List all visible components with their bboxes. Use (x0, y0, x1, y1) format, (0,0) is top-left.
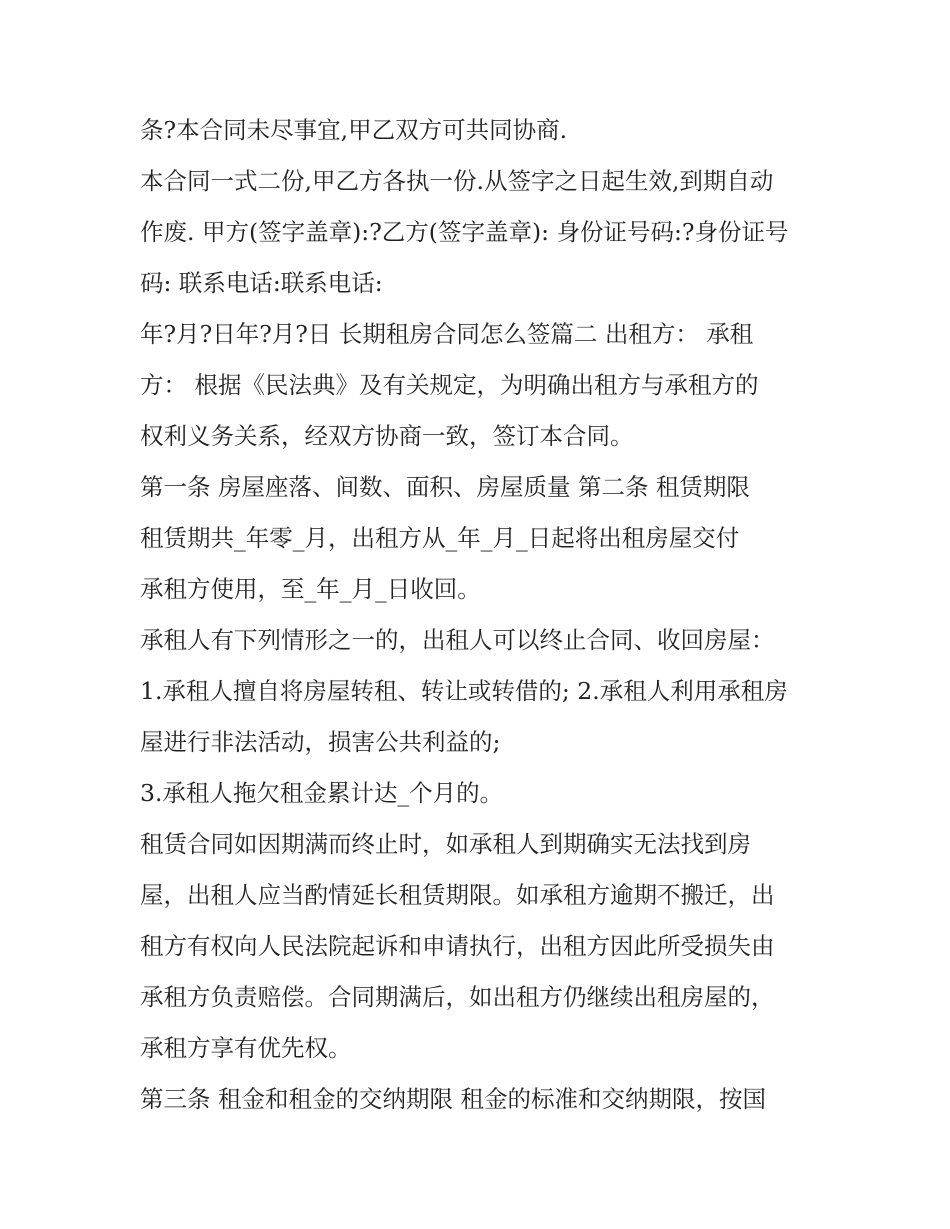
text-line: 承租人有下列情形之一的，出租人可以终止合同、收回房屋： (140, 626, 775, 654)
text-line: 条?本合同未尽事宜,甲乙双方可共同协商. (140, 116, 568, 144)
text-line: 承租方使用，至_年_月_日收回。 (140, 575, 481, 603)
text-line: 第一条 房屋座落、间数、面积、房屋质量 第二条 租赁期限 (140, 473, 750, 501)
text-line: 3.承租人拖欠租金累计达_个月的。 (140, 779, 504, 807)
text-line: 承租方享有优先权。 (140, 1034, 352, 1062)
text-line: 1.承租人擅自将房屋转租、转让或转借的; 2.承租人利用承租房 (140, 677, 788, 705)
document-body (140, 109, 820, 1129)
text-line: 作废. 甲方(签字盖章):?乙方(签字盖章): 身份证号码:?身份证号 (140, 218, 789, 246)
text-line: 承租方负责赔偿。合同期满后，如出租方仍继续出租房屋的， (140, 983, 775, 1011)
text-line: 第三条 租金和租金的交纳期限 租金的标准和交纳期限，按国 (140, 1085, 766, 1113)
text-line: 方： 根据《民法典》及有关规定，为明确出租方与承租方的 (140, 371, 759, 399)
text-line: 租赁合同如因期满而终止时，如承租人到期确实无法找到房 (140, 830, 751, 858)
text-line: 屋进行非法活动，损害公共利益的; (140, 728, 501, 756)
text-line: 码: 联系电话:联系电话: (140, 269, 383, 297)
text-line: 本合同一式二份,甲乙方各执一份.从签字之日起生效,到期自动 (140, 167, 774, 195)
text-line: 权利义务关系，经双方协商一致，签订本合同。 (140, 422, 634, 450)
text-line: 租方有权向人民法院起诉和申请执行，出租方因此所受损失由 (140, 932, 775, 960)
text-line: 租赁期共_年零_月，出租方从_年_月_日起将出租房屋交付 (140, 524, 740, 552)
text-line: 屋，出租人应当酌情延长租赁期限。如承租方逾期不搬迁，出 (140, 881, 775, 909)
text-line: 年?月?日年?月?日 长期租房合同怎么签篇二 出租方： 承租 (140, 320, 754, 348)
